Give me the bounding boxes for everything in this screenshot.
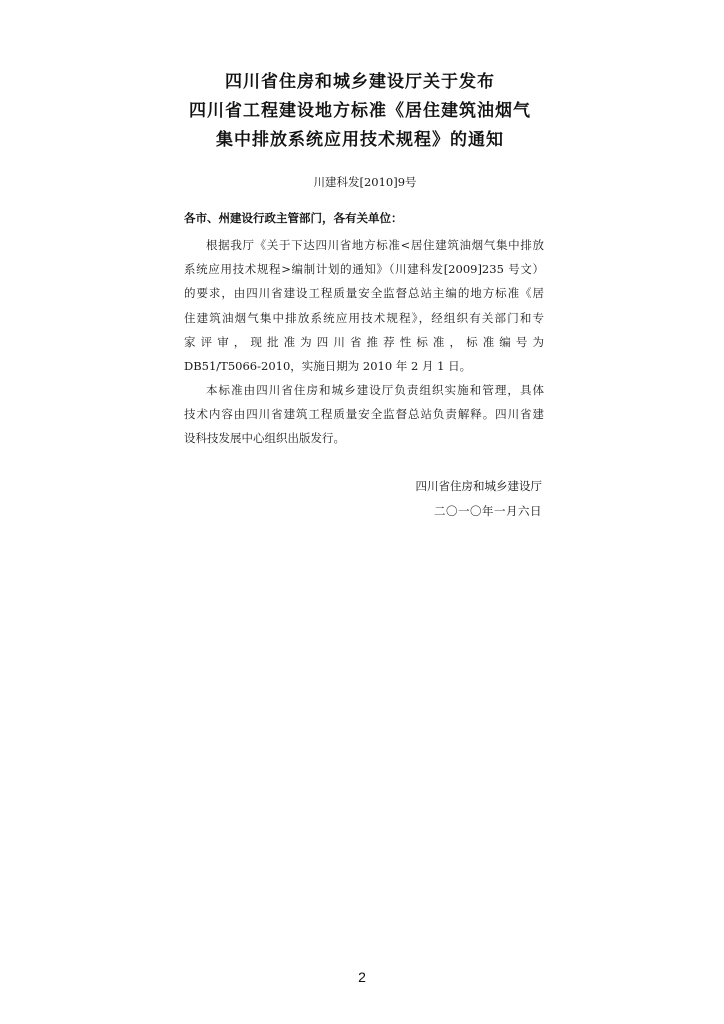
issuing-authority: 四川省住房和城乡建设厅 [415, 479, 542, 493]
paragraph-2-line-1: 本标准由四川省住房和城乡建设厅负责组织实施和管理，具体 [206, 383, 544, 397]
page-number: 2 [358, 969, 366, 985]
salutation: 各市、州建设行政主管部门，各有关单位： [184, 211, 403, 225]
paragraph-1-line-1: 根据我厅《关于下达四川省地方标准<居住建筑油烟气集中排放 [206, 238, 544, 252]
document-number: 川建科发[2010]9号 [313, 175, 417, 189]
paragraph-2-line-3: 设科技发展中心组织出版发行。 [184, 431, 345, 446]
notice-title-line-1: 四川省住房和城乡建设厅关于发布 [225, 72, 495, 92]
paragraph-2-line-2: 技术内容由四川省建筑工程质量安全监督总站负责解释。四川省建 [184, 407, 544, 422]
paragraph-1-line-3: 的要求，由四川省建设工程质量安全监督总站主编的地方标准《居 [184, 286, 544, 301]
paragraph-1-line-5: 家评审，现批准为四川省推荐性标准，标准编号为 [184, 334, 544, 349]
paragraph-1-line-4: 住建筑油烟气集中排放系统应用技术规程》，经组织有关部门和专 [184, 310, 544, 325]
notice-title-line-2: 四川省工程建设地方标准《居住建筑油烟气 [189, 101, 531, 121]
body-paragraph-1 [184, 233, 544, 378]
issue-date: 二〇一〇年一月六日 [434, 504, 542, 518]
paragraph-1-line-6: DB51/T5066-2010，实施日期为 2010 年 2 月 1 日。 [184, 358, 472, 373]
body-paragraph-2 [184, 378, 544, 451]
paragraph-1-line-2: 系统应用技术规程>编制计划的通知》（川建科发[2009]235 号文） [184, 262, 544, 277]
notice-title-line-3: 集中排放系统应用技术规程》的通知 [216, 130, 504, 150]
